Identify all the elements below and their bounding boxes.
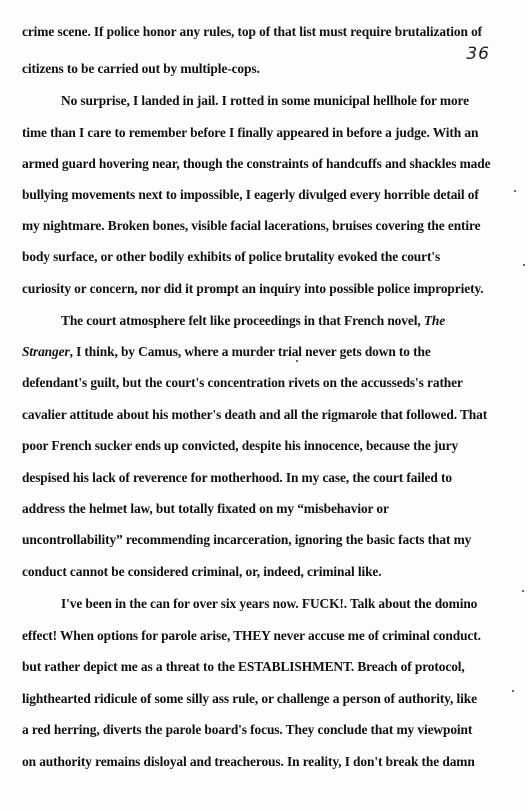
text-line — [61, 313, 445, 329]
text-segment: , I think, by Camus, where a murder trial never gets down to the — [69, 344, 431, 359]
text-line — [22, 344, 431, 360]
scan-speck — [514, 190, 516, 192]
text-line: I've been in the can for over six years now. FUCK!. Talk about the domino — [61, 596, 478, 611]
text-line: but rather depict me as a threat to the ESTABLISHMENT. Breach of protocol, — [22, 659, 465, 674]
text-line: defendant's guilt, but the court's concentration rivets on the accusseds's rather — [22, 375, 463, 390]
text-line: uncontrollability” recommending incarceration, ignoring the basic facts that my — [22, 532, 472, 547]
scan-speck — [523, 264, 525, 266]
text-line: despised his lack of reverence for motherhood. In my case, the court failed to — [22, 470, 452, 485]
text-line: lighthearted ridicule of some silly ass rule, or challenge a person of authority, like — [22, 691, 477, 706]
text-line: curiosity or concern, nor did it prompt an inquiry into possible police impropriety. — [22, 281, 484, 296]
text-line-content — [22, 344, 431, 359]
scan-speck — [296, 360, 298, 362]
text-line: poor French sucker ends up convicted, despite his innocence, because the jury — [22, 438, 459, 453]
text-line: on authority remains disloyal and treacherous. In reality, I don't break the damn — [22, 754, 475, 769]
text-line: effect! When options for parole arise, THEY never accuse me of criminal conduct. — [22, 628, 481, 643]
text-line: armed guard hovering near, though the constraints of handcuffs and shackles made — [22, 156, 491, 171]
text-line: time than I care to remember before I finally appeared in before a judge. With an — [22, 125, 479, 140]
book-title-text: Stranger — [22, 344, 70, 359]
text-line: bullying movements next to impossible, I eagerly divulged every horrible detail of — [22, 187, 479, 202]
scan-speck — [512, 690, 514, 692]
text-line: a red herring, diverts the parole board's focus. They conclude that my viewpoint — [22, 722, 473, 737]
text-line: address the helmet law, but totally fixated on my “misbehavior or — [22, 501, 389, 516]
text-line: my nightmare. Broken bones, visible facial lacerations, bruises covering the entire — [22, 218, 481, 233]
text-line: cavalier attitude about his mother's death and all the rigmarole that followed. That — [22, 407, 488, 422]
text-line: conduct cannot be considered criminal, or, indeed, criminal like. — [22, 564, 382, 579]
page-number: 36 — [466, 44, 490, 64]
scan-speck — [522, 590, 524, 592]
text-line: body surface, or other bodily exhibits of police brutality evoked the court's — [22, 249, 441, 264]
book-title-text: The — [423, 313, 446, 328]
text-line-content — [61, 313, 445, 328]
text-line: crime scene. If police honor any rules, top of that list must require brutalization of — [22, 24, 483, 39]
text-line: citizens to be carried out by multiple-cops. — [22, 61, 260, 76]
text-line: No surprise, I landed in jail. I rotted in some municipal hellhole for more — [61, 93, 469, 108]
text-segment: The court atmosphere felt like proceedings in that French novel, — [61, 313, 424, 328]
